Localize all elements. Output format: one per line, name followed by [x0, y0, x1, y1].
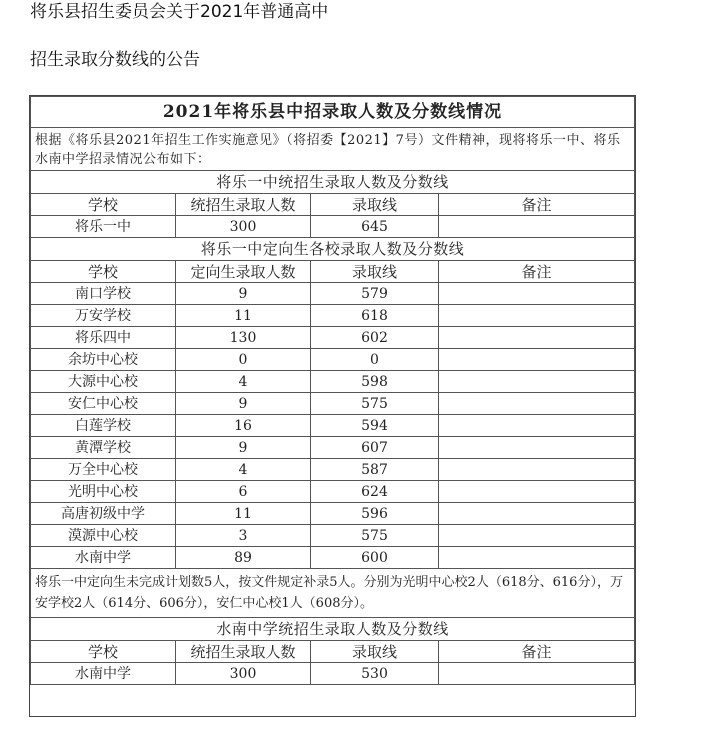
note-cell — [439, 459, 635, 481]
table-row — [31, 525, 635, 547]
school-cell: 漠源中心校 — [31, 525, 176, 547]
count-cell: 4 — [176, 459, 311, 481]
count-cell: 9 — [176, 283, 311, 305]
article-title-line2: 招生录取分数线的公告 — [30, 50, 200, 70]
table-row — [31, 371, 635, 393]
note-cell — [439, 216, 635, 238]
count-cell: 11 — [176, 503, 311, 525]
table-row — [31, 459, 635, 481]
note-cell — [439, 663, 635, 685]
count-cell: 89 — [176, 547, 311, 569]
note-cell — [439, 503, 635, 525]
note-cell — [439, 371, 635, 393]
count-cell: 3 — [176, 525, 311, 547]
score-cell: 607 — [311, 437, 439, 459]
count-cell: 16 — [176, 415, 311, 437]
admission-table-image — [29, 95, 636, 717]
school-cell: 将乐四中 — [31, 327, 176, 349]
count-cell: 300 — [176, 663, 311, 685]
note-cell — [439, 393, 635, 415]
column-header-score: 录取线 — [311, 641, 439, 663]
note-cell — [439, 305, 635, 327]
score-cell: 602 — [311, 327, 439, 349]
note-cell — [439, 283, 635, 305]
table-row — [31, 415, 635, 437]
score-cell: 618 — [311, 305, 439, 327]
count-cell: 300 — [176, 216, 311, 238]
count-cell: 9 — [176, 437, 311, 459]
count-cell: 11 — [176, 305, 311, 327]
column-header-note: 备注 — [439, 641, 635, 663]
column-header-note: 备注 — [439, 261, 635, 283]
score-cell: 0 — [311, 349, 439, 371]
count-cell: 9 — [176, 393, 311, 415]
school-cell: 将乐一中 — [31, 216, 176, 238]
section2-footnote: 将乐一中定向生未完成计划数5人，按文件规定补录5人。分别为光明中心校2人（618分、616分），万安学校2人（614分、606分），安仁中心校1人（608分）。 — [31, 569, 635, 618]
score-cell: 596 — [311, 503, 439, 525]
score-cell: 530 — [311, 663, 439, 685]
table-intro: 根据《将乐县2021年招生工作实施意见》（将招委【2021】7号）文件精神，现将将乐一中、将乐水南中学招录情况公布如下： — [31, 128, 635, 171]
school-cell: 万全中心校 — [31, 459, 176, 481]
note-cell — [439, 525, 635, 547]
school-cell: 大源中心校 — [31, 371, 176, 393]
section1-heading: 将乐一中统招生录取人数及分数线 — [31, 171, 635, 194]
column-header-score: 录取线 — [311, 261, 439, 283]
column-header-count: 统招生录取人数 — [176, 194, 311, 216]
note-cell — [439, 327, 635, 349]
score-cell: 587 — [311, 459, 439, 481]
school-cell: 光明中心校 — [31, 481, 176, 503]
article-title-line1: 将乐县招生委员会关于2021年普通高中 — [30, 2, 329, 22]
count-cell: 0 — [176, 349, 311, 371]
school-cell: 余坊中心校 — [31, 349, 176, 371]
table-row — [31, 327, 635, 349]
school-cell: 安仁中心校 — [31, 393, 176, 415]
column-header-score: 录取线 — [311, 194, 439, 216]
score-cell: 575 — [311, 525, 439, 547]
table-row — [31, 503, 635, 525]
column-header-school: 学校 — [31, 261, 176, 283]
table-row — [31, 547, 635, 569]
score-cell: 575 — [311, 393, 439, 415]
school-cell: 白莲学校 — [31, 415, 176, 437]
table-title: 2021年将乐县中招录取人数及分数线情况 — [31, 97, 635, 128]
table-row — [31, 481, 635, 503]
score-cell: 598 — [311, 371, 439, 393]
school-cell: 水南中学 — [31, 663, 176, 685]
note-cell — [439, 547, 635, 569]
school-cell: 万安学校 — [31, 305, 176, 327]
table-row — [31, 393, 635, 415]
note-cell — [439, 481, 635, 503]
column-header-school: 学校 — [31, 194, 176, 216]
table-row — [31, 216, 635, 238]
note-cell — [439, 349, 635, 371]
section2-heading: 将乐一中定向生各校录取人数及分数线 — [31, 238, 635, 261]
school-cell: 水南中学 — [31, 547, 176, 569]
score-cell: 579 — [311, 283, 439, 305]
score-cell: 624 — [311, 481, 439, 503]
count-cell: 130 — [176, 327, 311, 349]
table-row — [31, 305, 635, 327]
table-row — [31, 349, 635, 371]
note-cell — [439, 415, 635, 437]
admission-table — [30, 96, 635, 685]
note-cell — [439, 437, 635, 459]
school-cell: 高唐初级中学 — [31, 503, 176, 525]
table-row — [31, 283, 635, 305]
section3-heading: 水南中学统招生录取人数及分数线 — [31, 618, 635, 641]
column-header-count: 定向生录取人数 — [176, 261, 311, 283]
count-cell: 6 — [176, 481, 311, 503]
column-header-note: 备注 — [439, 194, 635, 216]
table-row — [31, 437, 635, 459]
score-cell: 600 — [311, 547, 439, 569]
school-cell: 南口学校 — [31, 283, 176, 305]
column-header-count: 统招生录取人数 — [176, 641, 311, 663]
table-row — [31, 663, 635, 685]
school-cell: 黄潭学校 — [31, 437, 176, 459]
column-header-school: 学校 — [31, 641, 176, 663]
count-cell: 4 — [176, 371, 311, 393]
score-cell: 594 — [311, 415, 439, 437]
score-cell: 645 — [311, 216, 439, 238]
